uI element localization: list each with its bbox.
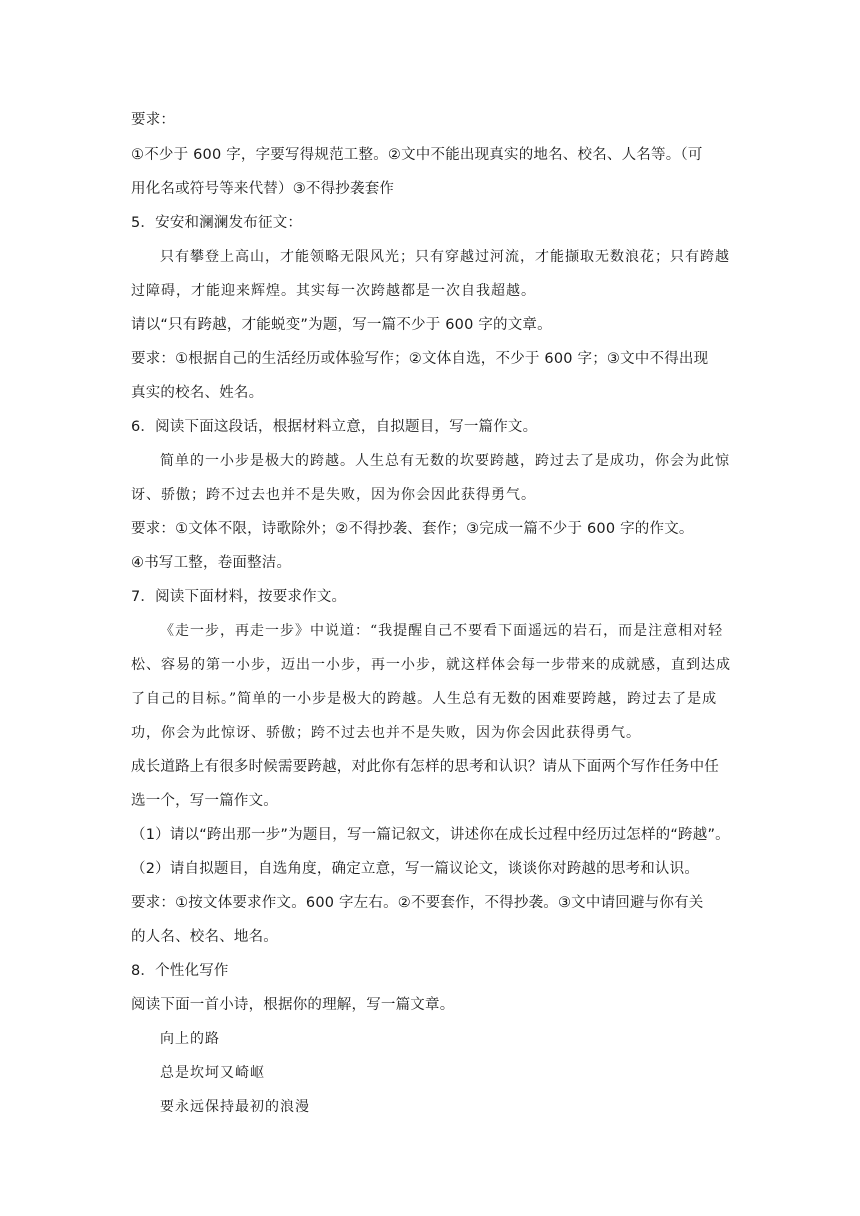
text-line: 真实的校名、姓名。 [131, 385, 264, 401]
poem-line: 总是坎坷又崎岖 [160, 1065, 265, 1081]
text-line: ①不少于 600 字，字要写得规范工整。②文中不能出现真实的地名、校名、人名等。（可 [131, 147, 703, 163]
quote-line: 过障碍，才能迎来辉煌。其实每一次跨越都是一次自我超越。 [131, 283, 536, 299]
requirements-heading: 要求： [131, 112, 176, 128]
question-7-title: 7．阅读下面材料，按要求作文。 [131, 589, 347, 605]
quote-line: 《走一步，再走一步》中说道：“我提醒自己不要看下面遥远的岩石，而是注意相对轻 [160, 623, 724, 639]
quote-line: 简单的一小步是极大的跨越。人生总有无数的坎要跨越，跨过去了是成功，你会为此惊 [160, 453, 730, 469]
text-line: 的人名、校名、地名。 [131, 929, 278, 945]
poem-line: 向上的路 [160, 1031, 220, 1047]
text-line: ④书写工整，卷面整洁。 [131, 555, 292, 571]
question-8-title: 8．个性化写作 [131, 963, 229, 979]
text-line: 选一个，写一篇作文。 [131, 793, 278, 809]
text-line: 用化名或符号等来代替）③不得抄袭套作 [131, 181, 395, 197]
text-line: 成长道路上有很多时候需要跨越，对此你有怎样的思考和认识？请从下面两个写作任务中任 [131, 759, 719, 775]
quote-line: 只有攀登上高山，才能领略无限风光；只有穿越过河流，才能撷取无数浪花；只有跨越 [160, 249, 730, 265]
task-2: （2）请自拟题目，自选角度，确定立意，写一篇议论文，谈谈你对跨越的思考和认识。 [131, 861, 700, 877]
text-line: 要求：①根据自己的生活经历或体验写作；②文体自选，不少于 600 字；③文中不得出现 [131, 351, 709, 367]
poem-line: 要永远保持最初的浪漫 [160, 1099, 310, 1115]
text-line: 请以“只有跨越，才能蜕变”为题，写一篇不少于 600 字的文章。 [131, 317, 552, 333]
quote-line: 了自己的目标。”简单的一小步是极大的跨越。人生总有无数的困难要跨越，跨过去了是成 [131, 691, 718, 707]
quote-line: 讶、骄傲；跨不过去也并不是失败，因为你会因此获得勇气。 [131, 487, 536, 503]
question-5-title: 5．安安和澜澜发布征文： [131, 215, 303, 231]
quote-line: 松、容易的第一小步，迈出一小步，再一小步，就这样体会每一步带来的成就感，直到达成 [131, 657, 731, 673]
task-1: （1）请以“跨出那一步”为题目，写一篇记叙文，讲述你在成长过程中经历过怎样的“跨越”。 [131, 827, 730, 843]
text-line: 阅读下面一首小诗，根据你的理解，写一篇文章。 [131, 997, 455, 1013]
question-6-title: 6．阅读下面这段话，根据材料立意，自拟题目，写一篇作文。 [131, 419, 538, 435]
text-line: 要求：①按文体要求作文。600 字左右。②不要套作，不得抄袭。③文中请回避与你有关 [131, 895, 704, 911]
text-line: 要求：①文体不限，诗歌除外；②不得抄袭、套作；③完成一篇不少于 600 字的作文。 [131, 521, 694, 537]
quote-line: 功，你会为此惊讶、骄傲；跨不过去也并不是失败，因为你会因此获得勇气。 [131, 725, 641, 741]
